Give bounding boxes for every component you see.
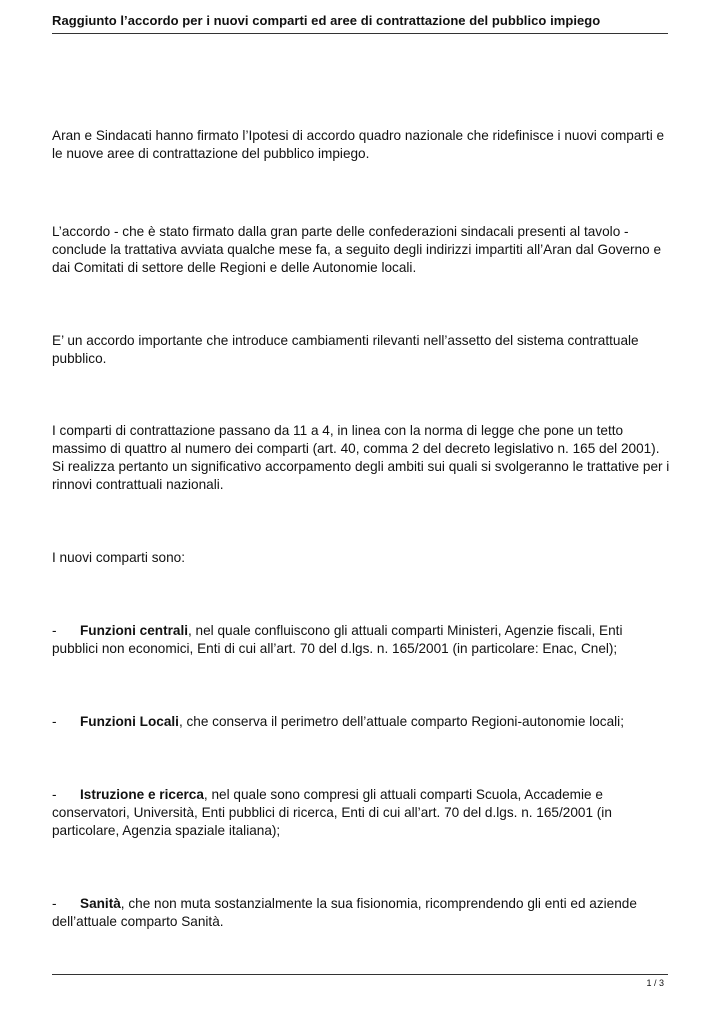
paragraph-importance: E’ un accordo importante che introduce cambiamenti rilevanti nell’assetto del sistema contrattuale pubblico. [52, 333, 639, 366]
list-item-text: , che conserva il perimetro dell’attuale comparto Regioni-autonomie locali; [178, 714, 624, 729]
list-item-name: Funzioni centrali [80, 623, 188, 638]
paragraph-comparti: I comparti di contrattazione passano da 11 a 4, in linea con la norma di legge che pone un tetto massimo di quattro al numero dei comparti (art. 40, comma 2 del decreto legislativo n. 165 del 2001). Si realizza pertanto un significativo accorpamento degli ambiti sui quali si svolgeranno le trattative per i rinnovi contrattuali nazionali. [52, 423, 670, 492]
footer-divider [52, 974, 668, 975]
list-dash: - [52, 714, 57, 729]
header-divider [52, 33, 668, 34]
list-dash: - [52, 623, 57, 638]
list-item [52, 713, 672, 731]
list-item [52, 786, 672, 840]
list-item [52, 895, 672, 931]
list-item-text: , nel quale confluiscono gli attuali comparti Ministeri, Agenzie fiscali, Enti pubblici non economici, Enti di cui all’art. 70 del d.lgs. n. 165/2001 (in particolare: Enac, Cnel); [52, 623, 623, 656]
list-item-name: Sanità [80, 896, 121, 911]
list-item-name: Istruzione e ricerca [80, 787, 204, 802]
paragraph-agreement: L’accordo - che è stato firmato dalla gran parte delle confederazioni sindacali presenti al tavolo - conclude la trattativa avviata qualche mese fa, a seguito degli indirizzi impartiti all’Aran dal Governo e dai Comitati di settore delle Regioni e delle Autonomie locali. [52, 224, 662, 275]
list-dash: - [52, 787, 57, 802]
list-item-name: Funzioni Locali [80, 714, 179, 729]
list-dash: - [52, 896, 57, 911]
page-number: 1 / 3 [646, 978, 664, 988]
list-item-text: , che non muta sostanzialmente la sua fisionomia, ricomprendendo gli enti ed aziende dell’attuale comparto Sanità. [52, 896, 637, 929]
page-header-title: Raggiunto l’accordo per i nuovi comparti ed aree di contrattazione del pubblico impiego [52, 13, 601, 28]
list-item-text: , nel quale sono compresi gli attuali comparti Scuola, Accademie e conservatori, Università, Enti pubblici di ricerca, Enti di cui all’art. 70 del d.lgs. n. 165/2001 (in particolare, Agenzia spaziale italiana); [52, 787, 612, 838]
paragraph-list-intro: I nuovi comparti sono: [52, 550, 185, 565]
list-item [52, 622, 672, 658]
paragraph-intro: Aran e Sindacati hanno firmato l’Ipotesi di accordo quadro nazionale che ridefinisce i nuovi comparti e le nuove aree di contrattazione del pubblico impiego. [52, 128, 665, 161]
